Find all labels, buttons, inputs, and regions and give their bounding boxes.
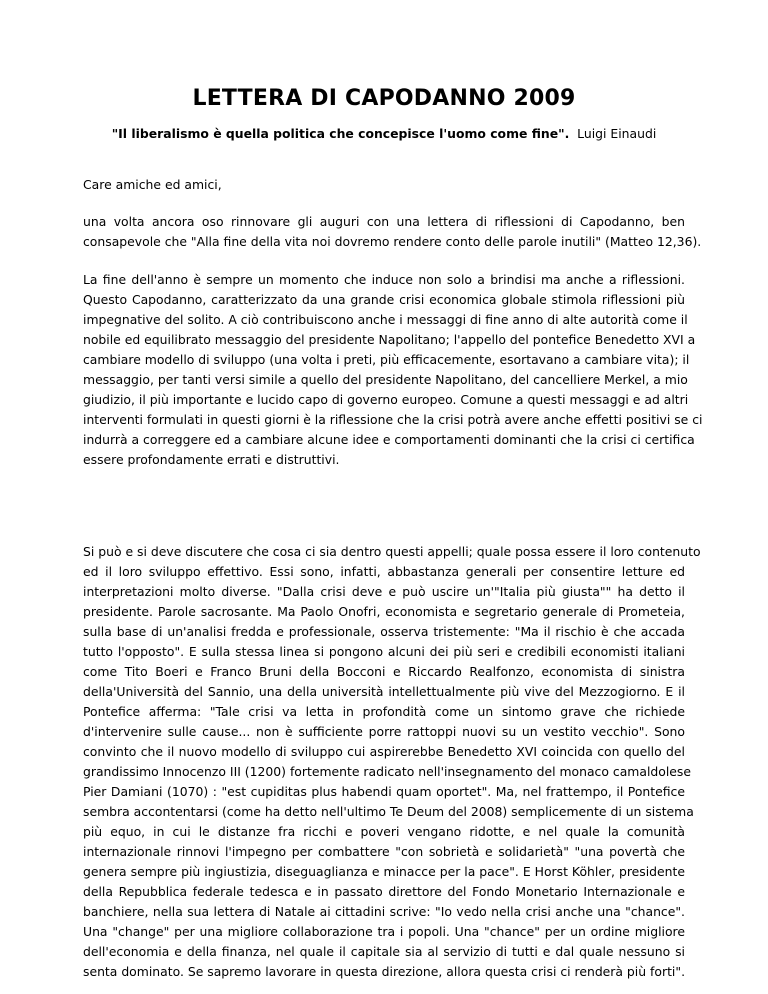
text-line: una volta ancora oso rinnovare gli auguri con una lettera di riflessioni di Capodanno, ben [83,214,685,229]
text-line: indurrà a correggere ed a cambiare alcune idee e comportamenti dominanti che la crisi ci certifica [83,432,695,447]
paragraph-discussion [83,542,701,982]
text-line: ed il loro sviluppo effettivo. Essi sono, infatti, abbastanza generali per consentire letture ed [83,564,685,579]
text-line: Questo Capodanno, caratterizzato da una grande crisi economica globale stimola riflessioni più [83,292,685,307]
text-line: Pontefice afferma: "Tale crisi va letta in profondità come un sintomo grave che richiede [83,704,685,719]
text-line: più equo, in cui le distanze fra ricchi e poveri vengano ridotte, e nel quale la comunità [83,824,685,839]
text-line: Pier Damiani (1070) : "est cupiditas plus habendi quam oportet". Ma, nel frattempo, il Pontefice [83,784,685,799]
text-line: consapevole che "Alla fine della vita noi dovremo rendere conto delle parole inutili" (Matteo 12,36). [83,234,702,249]
text-line: interpretazioni molto diverse. "Dalla crisi deve e può uscire un'"Italia più giusta"" ha detto il [83,584,685,599]
text-line: d'intervenire sulle cause... non è sufficiente porre rattoppi nuovi su un vestito vecchio". Sono [83,724,685,739]
text-line: della Repubblica federale tedesca e in passato direttore del Fondo Monetario Internazionale e [83,884,685,899]
epigraph [0,126,768,141]
text-line: messaggio, per tanti versi simile a quello del presidente Napolitano, del cancelliere Merkel, a mio [83,372,688,387]
epigraph-author: Luigi Einaudi [577,126,657,141]
text-line: essere profondamente errati e distruttivi. [83,452,340,467]
text-line: internazionale rinnovi l'impegno per combattere "con sobrietà e solidarietà" "una povertà che [83,844,685,859]
text-line: della'Università del Sannio, una della università intellettualmente più vive del Mezzogiorno. E il [83,684,685,699]
paragraph-intro [83,212,702,252]
text-line: interventi formulati in questi giorni è la riflessione che la crisi potrà avere anche effetti positivi se ci [83,412,703,427]
greeting: Care amiche ed amici, [83,177,222,192]
text-line: come Tito Boeri e Franco Bruni della Bocconi e Riccardo Realfonzo, economista di sinistra [83,664,685,679]
text-line: senta dominato. Se sapremo lavorare in questa direzione, allora questa crisi ci renderà più forti". [83,964,686,979]
text-line: impegnative del solito. A ciò contribuiscono anche i messaggi di fine anno di alte autorità come il [83,312,688,327]
epigraph-quote: "Il liberalismo è quella politica che concepisce l'uomo come fine". [111,126,570,141]
text-line: banchiere, nella sua lettera di Natale ai cittadini scrive: "Io vedo nella crisi anche una "chance". [83,904,685,919]
text-line: nobile ed equilibrato messaggio del presidente Napolitano; l'appello del pontefice Benedetto XVI a [83,332,696,347]
page-title: LETTERA DI CAPODANNO 2009 [192,86,576,111]
text-line: presidente. Parole sacrosante. Ma Paolo Onofri, economista e segretario generale di Prometeia, [83,604,685,619]
text-line: genera sempre più ingiustizia, diseguaglianza e minacce per la pace". E Horst Köhler, presidente [83,864,685,879]
text-line: giudizio, il più importante e lucido capo di governo europeo. Comune a questi messaggi e ad altri [83,392,689,407]
text-line: convinto che il nuovo modello di sviluppo cui aspirerebbe Benedetto XVI coincida con quello del [83,744,685,759]
text-line: Una "change" per una migliore collaborazione tra i popoli. Una "chance" per un ordine migliore [83,924,685,939]
text-line: sembra accontentarsi (come ha detto nell'ultimo Te Deum del 2008) semplicemente di un sistema [83,804,694,819]
paragraph-reflections [83,270,703,470]
text-line: sulla base di un'analisi fredda e professionale, osserva tristemente: "Ma il rischio è che accada [83,624,685,639]
text-line: tutto l'opposto". E sulla stessa linea si pongono alcuni dei più seri e credibili economisti italiani [83,644,685,659]
text-line: cambiare modello di sviluppo (una volta i preti, più efficacemente, esortavano a cambiare vita); il [83,352,690,367]
text-line: Si può e si deve discutere che cosa ci sia dentro questi appelli; quale possa essere il loro contenuto [83,544,701,559]
text-line: dell'economia e della finanza, nel quale il capitale sia al servizio di tutti e dal quale nessuno si [83,944,685,959]
text-line: La fine dell'anno è sempre un momento che induce non solo a brindisi ma anche a riflessioni. [83,272,685,287]
text-line: grandissimo Innocenzo III (1200) fortemente radicato nell'insegnamento del monaco camaldolese [83,764,691,779]
